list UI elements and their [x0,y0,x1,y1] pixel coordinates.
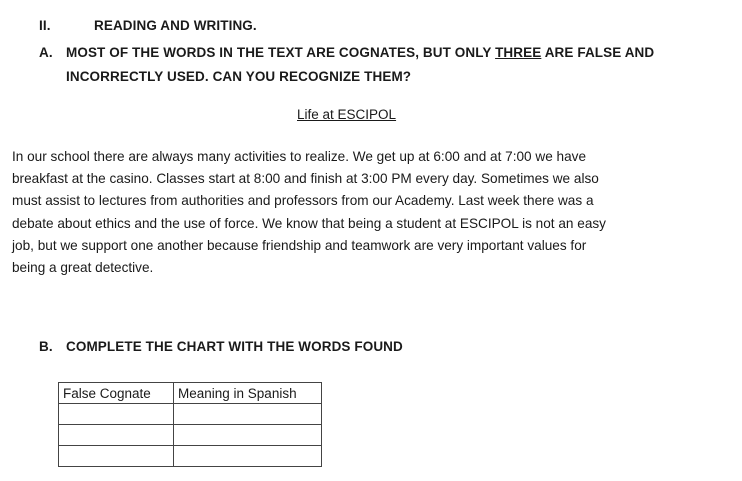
paragraph-line: being a great detective. [12,260,154,276]
paragraph-line: job, but we support one another because friendship and teamwork are very important values for [12,237,587,253]
section-title: READING AND WRITING. [94,18,257,33]
part-a-letter: A. [39,45,53,60]
part-a-instruction-line2: INCORRECTLY USED. CAN YOU RECOGNIZE THEM? [66,69,412,84]
chart-header-row [59,383,322,404]
part-b-letter: B. [39,339,53,354]
paragraph-line: In our school there are always many activities to realize. We get up at 6:00 and at 7:00 we have [12,149,587,164]
part-a-text-after: ARE FALSE AND [541,45,655,60]
table-row [59,446,322,467]
table-cell[interactable] [59,425,174,446]
false-cognate-chart [58,382,322,467]
table-row [59,404,322,425]
part-a-text-before: MOST OF THE WORDS IN THE TEXT ARE COGNATES, BUT ONLY [66,45,496,60]
part-a-underlined-word: THREE [495,45,542,60]
reading-paragraph [12,146,692,279]
reading-title: Life at ESCIPOL [297,107,397,122]
paragraph-line: breakfast at the casino. Classes start at 8:00 and finish at 3:00 PM every day. Sometimes we also [12,171,599,187]
table-cell[interactable] [174,404,322,425]
chart-header-false-cognate: False Cognate [59,383,174,404]
table-cell[interactable] [174,425,322,446]
part-a-instruction-line1 [66,45,654,60]
table-row [59,425,322,446]
paragraph-line: debate about ethics and the use of force. We know that being a student at ESCIPOL is not an easy [12,215,606,231]
table-cell[interactable] [174,446,322,467]
table-cell[interactable] [59,446,174,467]
paragraph-line: must assist to lectures from authorities and professors from our Academy. Last week there was a [12,193,594,209]
part-b-title: COMPLETE THE CHART WITH THE WORDS FOUND [66,339,403,354]
table-cell[interactable] [59,404,174,425]
chart-header-meaning: Meaning in Spanish [174,383,322,404]
section-number: II. [39,18,51,33]
